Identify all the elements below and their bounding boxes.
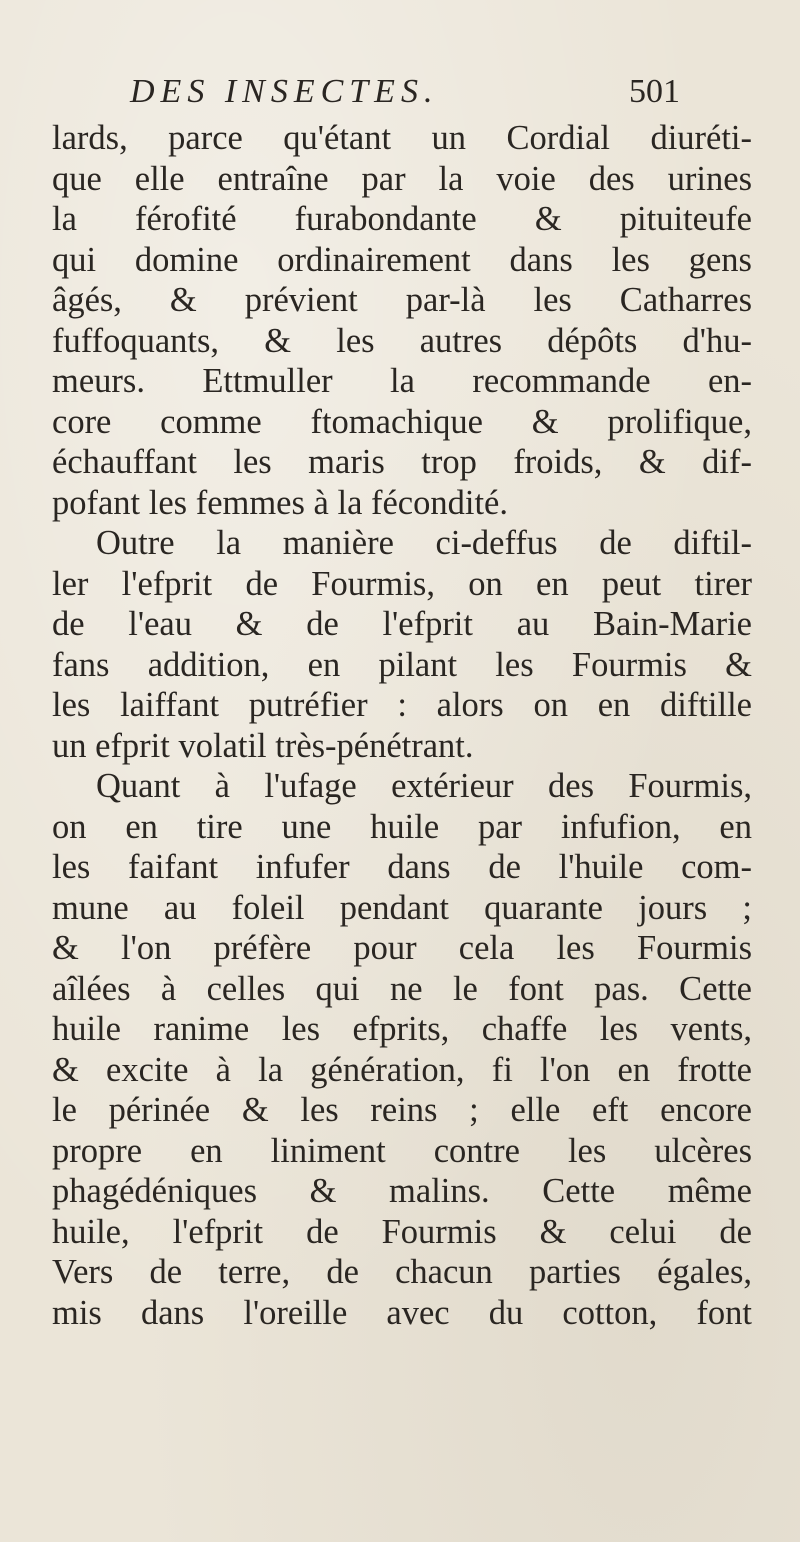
text-line: & l'on préfère pour cela les Fourmis (52, 929, 752, 967)
body-text (52, 118, 752, 1333)
running-head (120, 72, 680, 112)
text-line: ler l'efprit de Fourmis, on en peut tirer (52, 564, 752, 603)
text-line: la férofité furabondante & pituiteufe (52, 200, 752, 238)
page-number: 501 (629, 73, 680, 110)
text-line: & excite à la génération, fi l'on en frotte (52, 1050, 752, 1089)
text-line: mis dans l'oreille avec du cotton, font (52, 1293, 752, 1332)
text-line: huile ranime les efprits, chaffe les vents, (52, 1010, 752, 1048)
paragraph-start-line: Quant à l'ufage extérieur des Fourmis, (96, 767, 752, 805)
text-line: âgés, & prévient par-là les Catharres (52, 281, 752, 319)
text-line: échauffant les maris trop froids, & dif- (52, 443, 752, 481)
text-line: le périnée & les reins ; elle eft encore (52, 1091, 752, 1129)
running-title: DES INSECTES. (130, 73, 439, 110)
text-line: qui domine ordinairement dans les gens (52, 240, 752, 279)
text-line: un efprit volatil très-pénétrant. (52, 726, 474, 765)
text-line: on en tire une huile par infufion, en (52, 807, 752, 846)
text-line: pofant les femmes à la fécondité. (52, 483, 508, 522)
text-line: core comme ftomachique & prolifique, (52, 402, 752, 441)
text-line: aîlées à celles qui ne le font pas. Cette (52, 969, 752, 1008)
text-line: de l'eau & de l'efprit au Bain-Marie (52, 605, 752, 643)
text-line: huile, l'efprit de Fourmis & celui de (52, 1212, 752, 1251)
text-line: les faifant infufer dans de l'huile com- (52, 848, 752, 886)
text-line: meurs. Ettmuller la recommande en- (52, 362, 752, 400)
text-line: les laiffant putréfier : alors on en diftille (52, 686, 752, 724)
text-line: que elle entraîne par la voie des urines (52, 159, 752, 198)
text-line: fans addition, en pilant les Fourmis & (52, 645, 752, 684)
text-line: phagédéniques & malins. Cette même (52, 1172, 752, 1210)
text-line: lards, parce qu'étant un Cordial diuréti- (52, 119, 752, 157)
text-line: fuffoquants, & les autres dépôts d'hu- (52, 321, 752, 360)
text-line: Vers de terre, de chacun parties égales, (52, 1253, 752, 1291)
text-line: propre en liniment contre les ulcères (52, 1131, 752, 1170)
paragraph-start-line: Outre la manière ci-deffus de diftil- (96, 524, 752, 562)
text-line: mune au foleil pendant quarante jours ; (52, 888, 752, 927)
